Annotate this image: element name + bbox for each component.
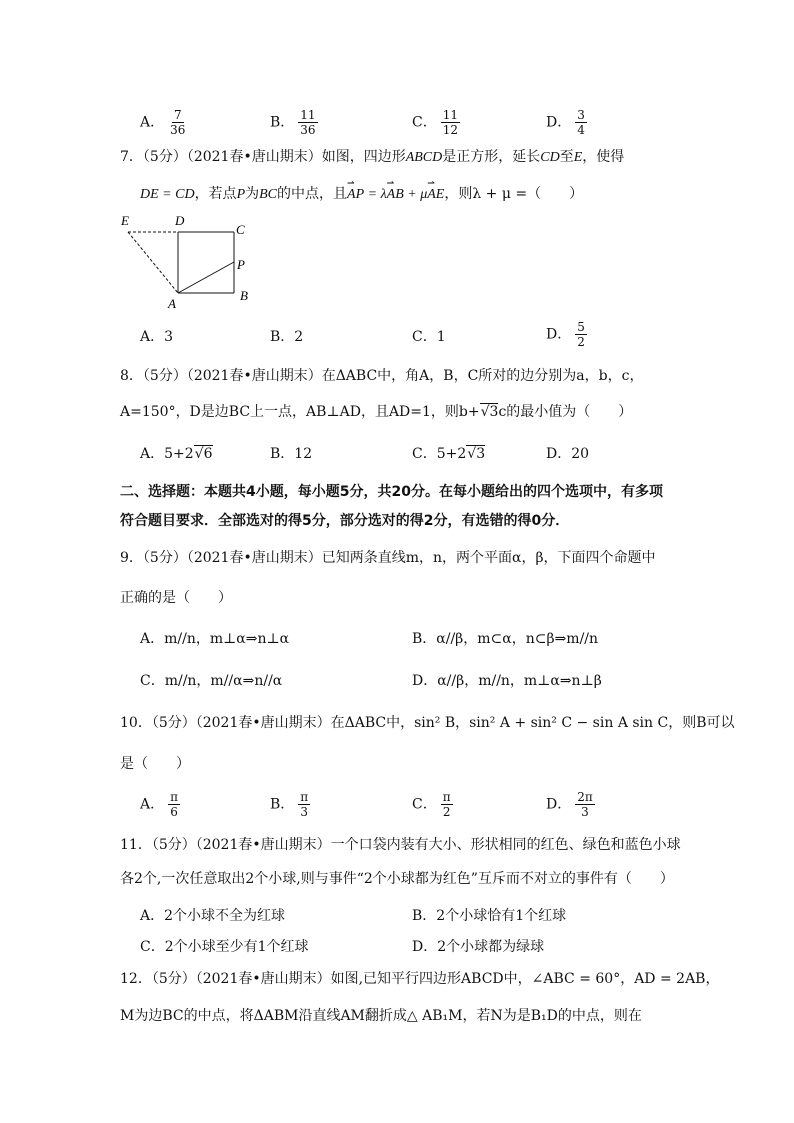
fig-label-p: P [237, 257, 245, 272]
q7-option-b: B．2 [270, 329, 304, 345]
q8-stem-line2: A=150°，D是边BC上一点，AB⊥AD，且AD=1，则b+√3c的最小值为（ ） [120, 404, 633, 420]
q7-option-d: D． $\frac{5}{2}$ [546, 320, 585, 349]
q10-stem-line1: 10．（5分）（2021春•唐山期末）在ΔABC中，sin² B，sin² A + sin² C − sin A sin C，则B可以 [120, 715, 735, 731]
q11-stem-line2: 各2个,一次任意取出2个小球,则与事件“2个小球都为红色”互斥而不对立的事件有（ ） [120, 871, 674, 887]
q9-option-a: A．m//n，m⊥α⇒n⊥α [140, 631, 290, 647]
q10-option-a: A． $\frac{\pi}{6}$ [140, 790, 179, 819]
q7-stem-line2: DE = CD，若点P为BC的中点，且⇀ AP = λ⇀ AB + μ⇀ AE，则λ + μ =（ ） [140, 183, 583, 203]
q8-option-d: D．20 [546, 446, 590, 462]
q8-stem-line1: 8．（5分）（2021春•唐山期末）在ΔABC中，角A，B，C所对的边分别为a，b，c， [120, 368, 644, 384]
fig-label-b: B [240, 288, 248, 303]
q9-stem-line2: 正确的是（ ） [120, 590, 232, 606]
q11-option-d: D．2个小球都为绿球 [412, 939, 545, 955]
q7-option-a: A．3 [140, 329, 174, 345]
q11-option-c: C．2个小球至少有1个红球 [140, 939, 309, 955]
q9-option-b: B．α//β，m⊂α，n⊂β⇒m//n [412, 631, 599, 647]
q11-stem-line1: 11．（5分）（2021春•唐山期末）一个口袋内装有大小、形状相同的红色、绿色和蓝色小球 [120, 837, 681, 853]
q11-option-a: A．2个小球不全为红球 [140, 908, 286, 924]
q9-option-c: C．m//n，m//α⇒n//α [140, 673, 283, 689]
fig-label-c: C [236, 222, 245, 237]
fig-label-a: A [168, 296, 176, 311]
q11-option-b: B．2个小球恰有1个红球 [412, 908, 567, 924]
q6-option-a: A． $\frac{7}{36}$ [140, 108, 186, 137]
section2-heading-line2: 符合题目要求．全部选对的得5分，部分选对的得2分，有选错的得0分． [120, 513, 570, 529]
q12-stem-line1: 12．（5分）（2021春•唐山期末）如图,已知平行四边形ABCD中，∠ABC = 60°，AD = 2AB， [120, 971, 720, 987]
q6-option-b: B． $\frac{11}{36}$ [270, 108, 316, 137]
q10-option-b: B． $\frac{\pi}{3}$ [270, 790, 309, 819]
q10-option-c: C． $\frac{\pi}{2}$ [412, 790, 451, 819]
fig-label-e: E [121, 213, 129, 228]
q9-option-d: D．α//β，m//n，m⊥α⇒n⊥β [412, 673, 602, 689]
q9-stem-line1: 9．（5分）（2021春•唐山期末）已知两条直线m，n，两个平面α，β，下面四个命题中 [120, 550, 656, 566]
fig-label-d: D [175, 213, 185, 228]
q7-option-c: C．1 [412, 329, 446, 345]
q7-stem-line1: 7．（5分）（2021春•唐山期末）如图，四边形ABCD是正方形，延长CD至E，使得 [120, 149, 625, 165]
q10-stem-line2: 是（ ） [120, 756, 190, 772]
q12-stem-line2: M为边BC的中点，将ΔABM沿直线AM翻折成△ AB₁M，若N为是B₁D的中点，则在 [120, 1008, 642, 1024]
q7-square-figure [118, 212, 258, 312]
q6-option-d: D． $\frac{3}{4}$ [546, 108, 585, 137]
section2-heading-line1: 二、选择题：本题共4小题，每小题5分，共20分。在每小题给出的四个选项中，有多项 [120, 484, 663, 500]
q8-option-b: B．12 [270, 446, 313, 462]
q10-option-d: D． $\frac{2\pi}{3}$ [546, 790, 593, 819]
q6-option-c: C． $\frac{11}{12}$ [412, 108, 458, 137]
q8-option-a: A．5+2√6 [140, 446, 213, 462]
q8-option-c: C．5+2√3 [412, 446, 486, 462]
